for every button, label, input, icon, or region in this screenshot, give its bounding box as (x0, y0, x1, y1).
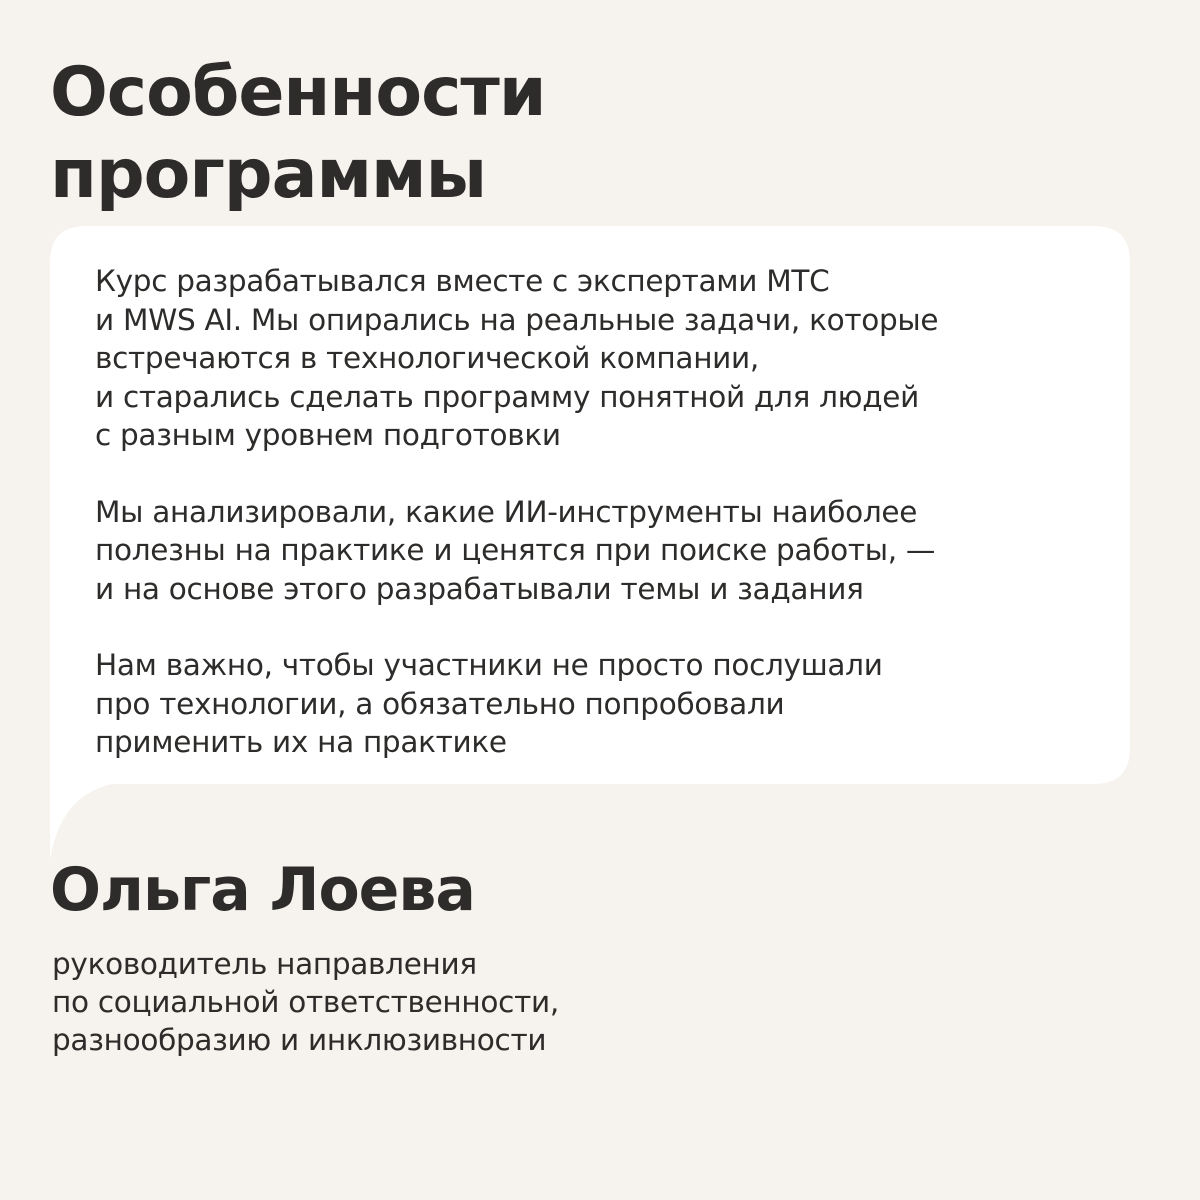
author-role-line: руководитель направления (52, 947, 477, 981)
title-line-2: программы (50, 135, 487, 214)
quote-paragraph-3 (95, 646, 1105, 762)
quote-line: и MWS AI. Мы опирались на реальные задачи, которые (95, 302, 939, 337)
author-name: Ольга Лоева (50, 855, 475, 925)
quote-line: применить их на практике (95, 725, 507, 759)
quote-line: с разным уровнем подготовки (95, 418, 561, 452)
quote-line: Мы анализировали, какие ИИ-инструменты наиболее (95, 494, 918, 529)
title-line-1: Особенности (50, 53, 546, 132)
author-role (52, 945, 559, 1059)
quote-line: про технологии, а обязательно попробовали (95, 686, 785, 721)
quote-line: и старались сделать программу понятной для людей (95, 379, 920, 414)
quote-line: Нам важно, чтобы участники не просто послушали (95, 648, 883, 682)
quote-line: встречаются в технологической компании, (95, 341, 760, 375)
quote-paragraph-2 (95, 493, 1105, 609)
author-role-line: разнообразию и инклюзивности (52, 1023, 547, 1057)
page-title (50, 52, 1150, 216)
quote-text (95, 262, 1105, 762)
quote-line: полезны на практике и ценятся при поиске работы, — (95, 533, 936, 567)
quote-line: и на основе этого разрабатывали темы и задания (95, 571, 864, 606)
author-role-line: по социальной ответственности, (52, 985, 559, 1019)
quote-line: Курс разрабатывался вместе с экспертами МТС (95, 264, 830, 298)
quote-paragraph-1 (95, 262, 1105, 455)
